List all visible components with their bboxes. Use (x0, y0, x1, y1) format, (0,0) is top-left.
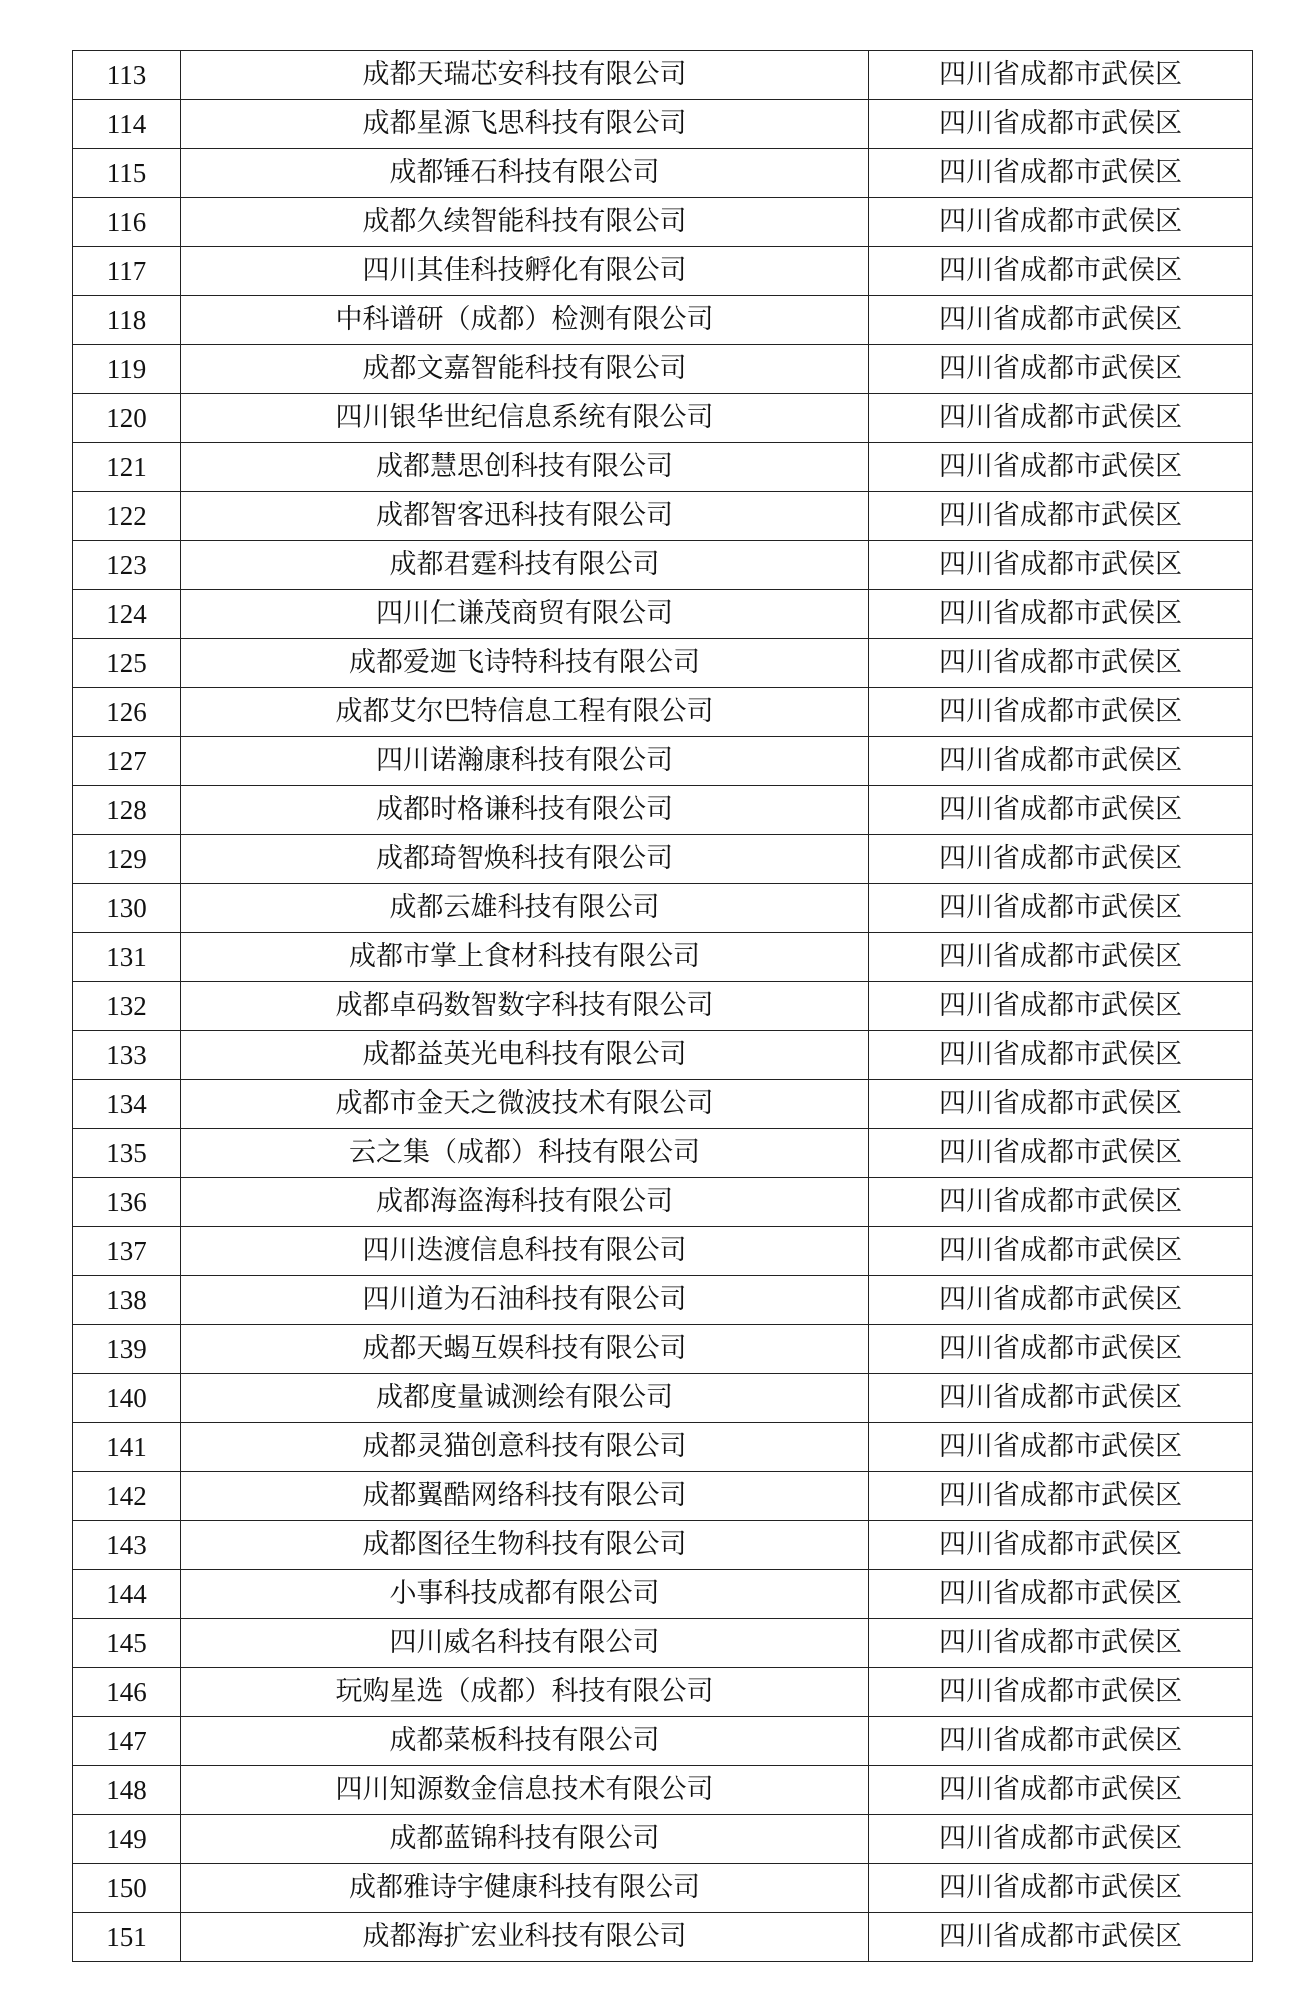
company-name-cell: 玩购星选（成都）科技有限公司 (181, 1668, 869, 1717)
table-row (73, 590, 1253, 639)
region-cell: 四川省成都市武侯区 (869, 1717, 1253, 1766)
table-row (73, 1080, 1253, 1129)
region-cell: 四川省成都市武侯区 (869, 247, 1253, 296)
table-row (73, 1031, 1253, 1080)
company-name-cell: 成都时格谦科技有限公司 (181, 786, 869, 835)
table-row (73, 247, 1253, 296)
company-name-cell: 成都海扩宏业科技有限公司 (181, 1913, 869, 1962)
region-cell: 四川省成都市武侯区 (869, 1129, 1253, 1178)
row-number-cell: 131 (73, 933, 181, 982)
row-number-cell: 117 (73, 247, 181, 296)
row-number-cell: 132 (73, 982, 181, 1031)
table-row (73, 51, 1253, 100)
region-cell: 四川省成都市武侯区 (869, 1913, 1253, 1962)
region-cell: 四川省成都市武侯区 (869, 737, 1253, 786)
row-number-cell: 113 (73, 51, 181, 100)
company-name-cell: 四川迭渡信息科技有限公司 (181, 1227, 869, 1276)
company-name-cell: 中科谱研（成都）检测有限公司 (181, 296, 869, 345)
company-name-cell: 成都琦智焕科技有限公司 (181, 835, 869, 884)
row-number-cell: 118 (73, 296, 181, 345)
row-number-cell: 145 (73, 1619, 181, 1668)
region-cell: 四川省成都市武侯区 (869, 639, 1253, 688)
row-number-cell: 122 (73, 492, 181, 541)
table-row (73, 1472, 1253, 1521)
region-cell: 四川省成都市武侯区 (869, 1325, 1253, 1374)
region-cell: 四川省成都市武侯区 (869, 1227, 1253, 1276)
company-list-table (72, 50, 1253, 1962)
row-number-cell: 136 (73, 1178, 181, 1227)
row-number-cell: 149 (73, 1815, 181, 1864)
row-number-cell: 142 (73, 1472, 181, 1521)
company-name-cell: 成都爱迦飞诗特科技有限公司 (181, 639, 869, 688)
table-row (73, 296, 1253, 345)
region-cell: 四川省成都市武侯区 (869, 100, 1253, 149)
table-row (73, 1913, 1253, 1962)
row-number-cell: 125 (73, 639, 181, 688)
table-row (73, 1178, 1253, 1227)
company-name-cell: 云之集（成都）科技有限公司 (181, 1129, 869, 1178)
company-name-cell: 成都云雄科技有限公司 (181, 884, 869, 933)
company-name-cell: 成都慧思创科技有限公司 (181, 443, 869, 492)
region-cell: 四川省成都市武侯区 (869, 1766, 1253, 1815)
row-number-cell: 140 (73, 1374, 181, 1423)
table-row (73, 1717, 1253, 1766)
table-row (73, 1521, 1253, 1570)
row-number-cell: 130 (73, 884, 181, 933)
company-name-cell: 四川银华世纪信息系统有限公司 (181, 394, 869, 443)
region-cell: 四川省成都市武侯区 (869, 1423, 1253, 1472)
table-row (73, 786, 1253, 835)
company-name-cell: 四川威名科技有限公司 (181, 1619, 869, 1668)
company-name-cell: 成都天瑞芯安科技有限公司 (181, 51, 869, 100)
region-cell: 四川省成都市武侯区 (869, 835, 1253, 884)
company-name-cell: 四川诺瀚康科技有限公司 (181, 737, 869, 786)
region-cell: 四川省成都市武侯区 (869, 1472, 1253, 1521)
row-number-cell: 114 (73, 100, 181, 149)
company-name-cell: 成都久续智能科技有限公司 (181, 198, 869, 247)
region-cell: 四川省成都市武侯区 (869, 492, 1253, 541)
company-name-cell: 成都菜板科技有限公司 (181, 1717, 869, 1766)
company-name-cell: 四川知源数金信息技术有限公司 (181, 1766, 869, 1815)
company-name-cell: 成都市掌上食材科技有限公司 (181, 933, 869, 982)
row-number-cell: 123 (73, 541, 181, 590)
company-name-cell: 成都市金天之微波技术有限公司 (181, 1080, 869, 1129)
region-cell: 四川省成都市武侯区 (869, 1374, 1253, 1423)
company-name-cell: 四川其佳科技孵化有限公司 (181, 247, 869, 296)
region-cell: 四川省成都市武侯区 (869, 394, 1253, 443)
region-cell: 四川省成都市武侯区 (869, 1031, 1253, 1080)
region-cell: 四川省成都市武侯区 (869, 933, 1253, 982)
company-name-cell: 成都星源飞思科技有限公司 (181, 100, 869, 149)
table-row (73, 149, 1253, 198)
table-row (73, 1374, 1253, 1423)
table-row (73, 198, 1253, 247)
company-name-cell: 成都君霆科技有限公司 (181, 541, 869, 590)
row-number-cell: 141 (73, 1423, 181, 1472)
region-cell: 四川省成都市武侯区 (869, 1570, 1253, 1619)
region-cell: 四川省成都市武侯区 (869, 1864, 1253, 1913)
region-cell: 四川省成都市武侯区 (869, 443, 1253, 492)
table-row (73, 394, 1253, 443)
table-row (73, 541, 1253, 590)
company-name-cell: 成都天蝎互娱科技有限公司 (181, 1325, 869, 1374)
table-row (73, 492, 1253, 541)
company-name-cell: 成都益英光电科技有限公司 (181, 1031, 869, 1080)
row-number-cell: 151 (73, 1913, 181, 1962)
row-number-cell: 127 (73, 737, 181, 786)
table-row (73, 639, 1253, 688)
company-name-cell: 成都翼酷网络科技有限公司 (181, 1472, 869, 1521)
company-name-cell: 成都海盗海科技有限公司 (181, 1178, 869, 1227)
company-name-cell: 成都图径生物科技有限公司 (181, 1521, 869, 1570)
row-number-cell: 116 (73, 198, 181, 247)
table-row (73, 1619, 1253, 1668)
company-name-cell: 成都卓码数智数字科技有限公司 (181, 982, 869, 1031)
row-number-cell: 146 (73, 1668, 181, 1717)
row-number-cell: 115 (73, 149, 181, 198)
table-row (73, 1325, 1253, 1374)
region-cell: 四川省成都市武侯区 (869, 1521, 1253, 1570)
company-name-cell: 成都灵猫创意科技有限公司 (181, 1423, 869, 1472)
table-row (73, 933, 1253, 982)
region-cell: 四川省成都市武侯区 (869, 51, 1253, 100)
table-row (73, 1423, 1253, 1472)
row-number-cell: 144 (73, 1570, 181, 1619)
region-cell: 四川省成都市武侯区 (869, 688, 1253, 737)
table-row (73, 884, 1253, 933)
region-cell: 四川省成都市武侯区 (869, 345, 1253, 394)
company-name-cell: 四川道为石油科技有限公司 (181, 1276, 869, 1325)
row-number-cell: 137 (73, 1227, 181, 1276)
region-cell: 四川省成都市武侯区 (869, 590, 1253, 639)
region-cell: 四川省成都市武侯区 (869, 1178, 1253, 1227)
row-number-cell: 126 (73, 688, 181, 737)
row-number-cell: 147 (73, 1717, 181, 1766)
table-row (73, 1276, 1253, 1325)
table-row (73, 1227, 1253, 1276)
row-number-cell: 134 (73, 1080, 181, 1129)
row-number-cell: 135 (73, 1129, 181, 1178)
table-row (73, 100, 1253, 149)
table-row (73, 1668, 1253, 1717)
table-row (73, 688, 1253, 737)
company-name-cell: 小事科技成都有限公司 (181, 1570, 869, 1619)
row-number-cell: 120 (73, 394, 181, 443)
region-cell: 四川省成都市武侯区 (869, 149, 1253, 198)
table-row (73, 1864, 1253, 1913)
company-name-cell: 成都智客迅科技有限公司 (181, 492, 869, 541)
row-number-cell: 133 (73, 1031, 181, 1080)
region-cell: 四川省成都市武侯区 (869, 296, 1253, 345)
region-cell: 四川省成都市武侯区 (869, 1668, 1253, 1717)
row-number-cell: 143 (73, 1521, 181, 1570)
company-name-cell: 成都艾尔巴特信息工程有限公司 (181, 688, 869, 737)
company-name-cell: 成都蓝锦科技有限公司 (181, 1815, 869, 1864)
region-cell: 四川省成都市武侯区 (869, 1080, 1253, 1129)
row-number-cell: 124 (73, 590, 181, 639)
table-row (73, 835, 1253, 884)
row-number-cell: 139 (73, 1325, 181, 1374)
region-cell: 四川省成都市武侯区 (869, 1276, 1253, 1325)
row-number-cell: 128 (73, 786, 181, 835)
table-row (73, 443, 1253, 492)
region-cell: 四川省成都市武侯区 (869, 1815, 1253, 1864)
row-number-cell: 150 (73, 1864, 181, 1913)
company-name-cell: 成都雅诗宇健康科技有限公司 (181, 1864, 869, 1913)
table-row (73, 1815, 1253, 1864)
region-cell: 四川省成都市武侯区 (869, 884, 1253, 933)
region-cell: 四川省成都市武侯区 (869, 1619, 1253, 1668)
table-row (73, 737, 1253, 786)
row-number-cell: 121 (73, 443, 181, 492)
table-row (73, 345, 1253, 394)
table-row (73, 1570, 1253, 1619)
row-number-cell: 119 (73, 345, 181, 394)
company-list-body (73, 51, 1253, 1962)
row-number-cell: 129 (73, 835, 181, 884)
company-name-cell: 成都锤石科技有限公司 (181, 149, 869, 198)
region-cell: 四川省成都市武侯区 (869, 786, 1253, 835)
region-cell: 四川省成都市武侯区 (869, 541, 1253, 590)
region-cell: 四川省成都市武侯区 (869, 198, 1253, 247)
table-row (73, 982, 1253, 1031)
table-row (73, 1766, 1253, 1815)
company-name-cell: 成都文嘉智能科技有限公司 (181, 345, 869, 394)
company-name-cell: 成都度量诚测绘有限公司 (181, 1374, 869, 1423)
row-number-cell: 148 (73, 1766, 181, 1815)
table-row (73, 1129, 1253, 1178)
row-number-cell: 138 (73, 1276, 181, 1325)
region-cell: 四川省成都市武侯区 (869, 982, 1253, 1031)
company-name-cell: 四川仁谦茂商贸有限公司 (181, 590, 869, 639)
